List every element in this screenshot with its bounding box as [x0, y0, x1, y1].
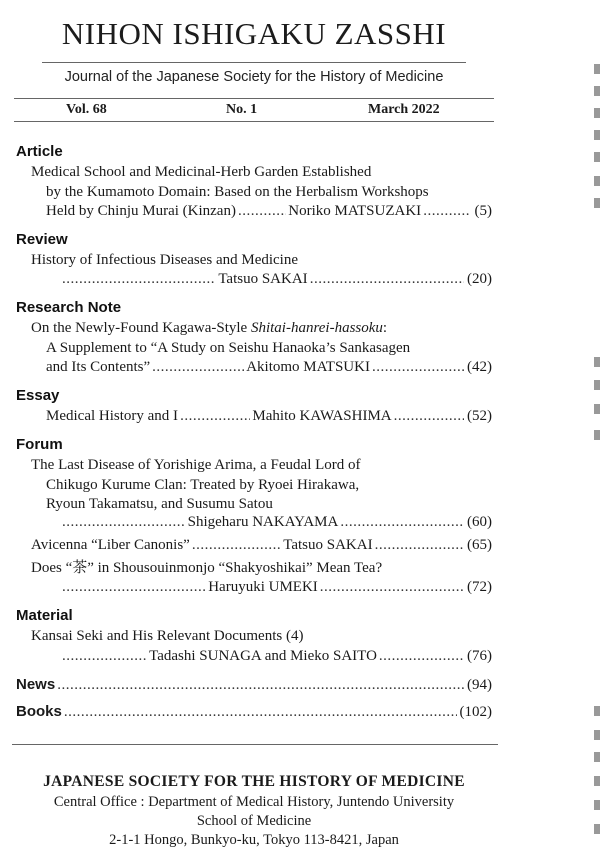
toc-entry-news	[16, 675, 492, 695]
toc-entry-page: (60)	[466, 514, 492, 530]
toc-entry-title-line: Medical History and I	[46, 408, 179, 424]
toc-entry-review	[62, 269, 492, 289]
section-heading-review: Review	[16, 231, 68, 248]
section-heading-material: Material	[16, 607, 73, 624]
title-text: On the Newly-Found Kagawa-Style	[31, 320, 251, 336]
toc-entry-author: Akitomo MATSUKI	[246, 359, 370, 375]
toc-entry-article	[46, 201, 492, 221]
cropped-page-fragment	[594, 380, 600, 390]
toc-entry-research-note	[46, 357, 492, 377]
dot-leader	[372, 357, 464, 377]
issue-number: No. 1	[226, 102, 258, 117]
toc-entry-title-line: by the Kumamoto Domain: Based on the Herbalism Workshops	[46, 184, 429, 200]
toc-entry-author: Shigeharu NAKAYAMA	[187, 514, 339, 530]
central-office-line: School of Medicine	[196, 813, 312, 829]
section-heading-books: Books	[16, 703, 62, 720]
dot-leader	[320, 577, 464, 597]
cropped-page-fragment	[594, 800, 600, 810]
toc-entry-author: Tadashi SUNAGA and Mieko SAITO	[149, 648, 377, 664]
toc-entry-title-line: The Last Disease of Yorishige Arima, a Feudal Lord of	[31, 457, 361, 473]
central-office-line: Central Office : Department of Medical History, Juntendo University	[53, 794, 455, 810]
dot-leader	[62, 512, 186, 532]
cropped-page-fragment	[594, 776, 600, 786]
section-heading-article: Article	[16, 143, 63, 160]
section-heading-research-note: Research Note	[16, 299, 122, 316]
toc-entry-page: (94)	[467, 677, 492, 693]
journal-title: NIHON ISHIGAKU ZASSHI	[61, 16, 447, 51]
toc-entry-title-line: A Supplement to “A Study on Seishu Hanaoka’s Sankasagen	[46, 340, 411, 356]
toc-entry-page: (76)	[466, 648, 492, 664]
toc-entry-author: Noriko MATSUZAKI	[288, 203, 422, 219]
section-heading-essay: Essay	[16, 387, 60, 404]
cropped-page-fragment	[594, 130, 600, 140]
cropped-page-fragment	[594, 730, 600, 740]
cropped-page-fragment	[594, 108, 600, 118]
dot-leader	[340, 512, 464, 532]
toc-entry-page: (65)	[466, 537, 492, 553]
cropped-page-fragment	[594, 404, 600, 414]
journal-subtitle: Journal of the Japanese Society for the History of Medicine	[64, 69, 444, 85]
cropped-page-fragment	[594, 198, 600, 208]
toc-entry-page: (20)	[467, 271, 492, 287]
cropped-page-fragment	[594, 86, 600, 96]
title-rule	[42, 62, 466, 63]
dot-leader	[152, 357, 244, 377]
toc-entry-title-line: Does “茶” in Shousouinmonjo “Shakyoshikai” Mean Tea?	[31, 560, 383, 576]
toc-entry-author: Tatsuo SAKAI	[283, 537, 373, 553]
dot-leader	[62, 577, 206, 597]
postal-address: 2-1-1 Hongo, Bunkyo-ku, Tokyo 113-8421, Japan	[109, 832, 399, 848]
issue-bottom-rule	[14, 121, 494, 122]
toc-entry-title-line	[31, 318, 387, 338]
toc-entry-title-line: Held by Chinju Murai (Kinzan)	[46, 203, 236, 219]
dot-leader	[375, 535, 464, 555]
dot-leader	[379, 646, 464, 666]
cropped-page-fragment	[594, 64, 600, 74]
cropped-page-fragment	[594, 706, 600, 716]
dot-leader	[62, 269, 216, 289]
toc-entry-forum-3	[62, 577, 492, 597]
issue-volume: Vol. 68	[66, 102, 107, 117]
dot-leader	[62, 646, 147, 666]
cropped-page-fragment	[594, 357, 600, 367]
toc-entry-page: (42)	[466, 359, 492, 375]
toc-entry-page: (52)	[467, 408, 492, 424]
issue-top-rule	[14, 98, 494, 99]
dot-leader	[57, 675, 464, 695]
cropped-page-fragment	[594, 824, 600, 834]
footer-rule	[12, 744, 498, 745]
toc-entry-forum-2	[31, 535, 492, 555]
dot-leader	[64, 702, 457, 722]
society-name: JAPANESE SOCIETY FOR THE HISTORY OF MEDICINE	[43, 773, 465, 790]
cropped-page-fragment	[594, 152, 600, 162]
issue-date: March 2022	[368, 102, 440, 117]
toc-entry-title-line: Medical School and Medicinal-Herb Garden Established	[31, 164, 372, 180]
dot-leader	[238, 201, 286, 221]
toc-entry-page: (5)	[474, 203, 492, 219]
cropped-page-fragment	[594, 430, 600, 440]
toc-entry-books	[16, 702, 492, 722]
toc-entry-title-line: Ryoun Takamatsu, and Susumu Satou	[46, 496, 273, 512]
toc-entry-page: (72)	[466, 579, 492, 595]
toc-entry-title-line: Avicenna “Liber Canonis”	[31, 537, 190, 553]
cropped-page-fragment	[594, 752, 600, 762]
title-italic-text: Shitai-hanrei-hassoku	[250, 320, 383, 336]
toc-entry-material	[62, 646, 492, 666]
toc-entry-author: Mahito KAWASHIMA	[252, 408, 392, 424]
toc-entry-author: Tatsuo SAKAI	[218, 271, 308, 287]
dot-leader	[394, 406, 464, 426]
dot-leader	[423, 201, 471, 221]
toc-entry-forum-1	[62, 512, 492, 532]
toc-entry-title-line: and Its Contents”	[46, 359, 151, 375]
cropped-page-fragment	[594, 176, 600, 186]
dot-leader	[192, 535, 281, 555]
toc-entry-title-line: Chikugo Kurume Clan: Treated by Ryoei Hirakawa,	[46, 477, 360, 493]
toc-entry-essay	[46, 406, 492, 426]
dot-leader	[180, 406, 250, 426]
dot-leader	[310, 269, 464, 289]
title-text: :	[382, 320, 388, 336]
section-heading-forum: Forum	[16, 436, 63, 453]
toc-entry-author: Haruyuki UMEKI	[208, 579, 318, 595]
toc-entry-title-line: Kansai Seki and His Relevant Documents (4)	[31, 628, 304, 644]
section-heading-news: News	[16, 676, 56, 693]
toc-entry-title-line: History of Infectious Diseases and Medicine	[31, 252, 299, 268]
toc-entry-page: (102)	[459, 704, 492, 720]
